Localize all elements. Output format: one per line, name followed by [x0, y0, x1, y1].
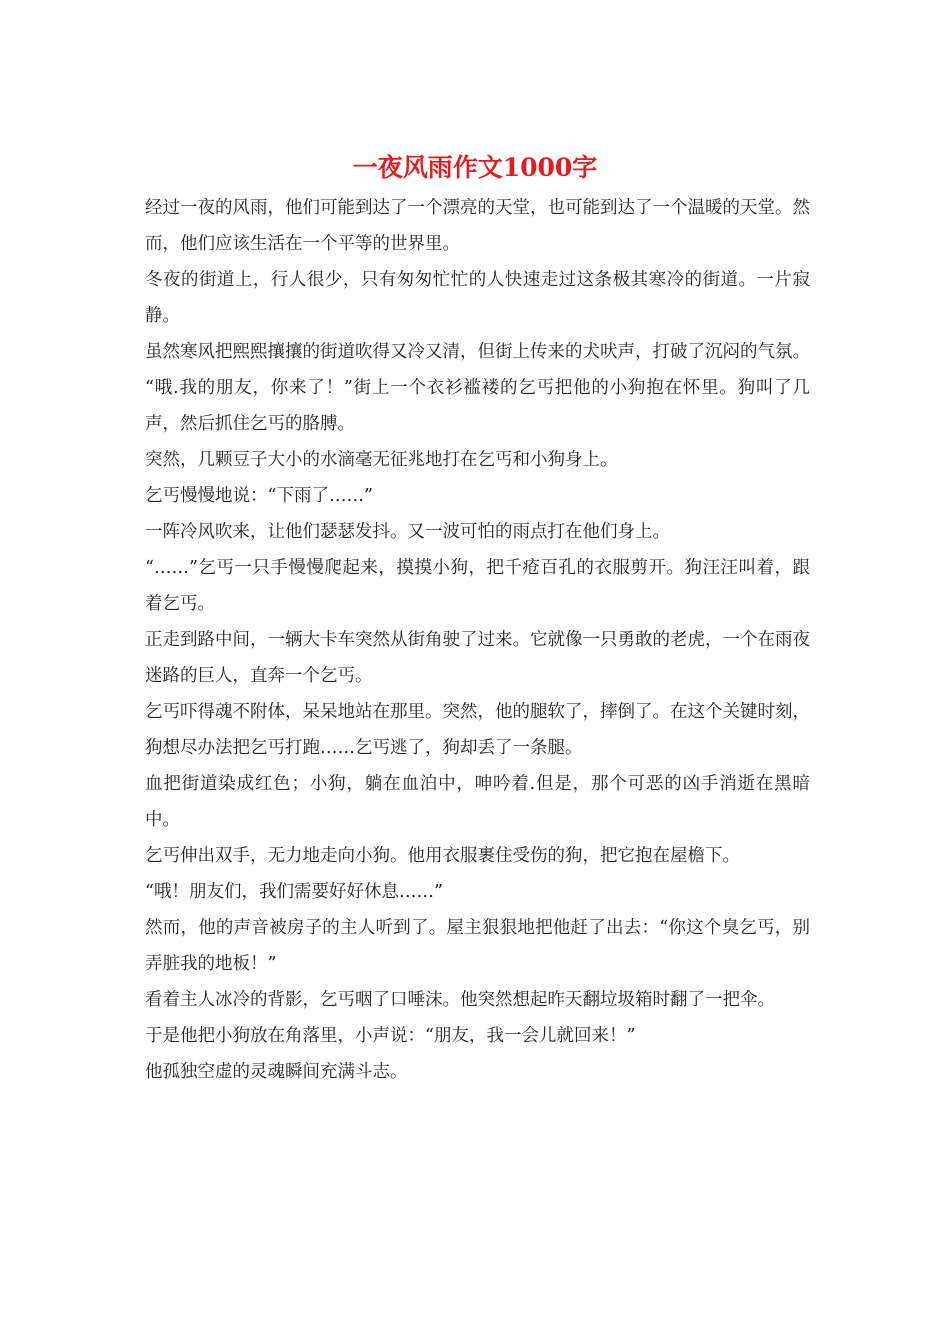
paragraph: 他孤独空虚的灵魂瞬间充满斗志。: [145, 1062, 408, 1082]
document-body: [145, 190, 810, 1090]
paragraph: 虽然寒风把熙熙攘攘的街道吹得又冷又清，但街上传来的犬吠声，打破了沉闷的气氛。: [145, 342, 810, 362]
paragraph: 于是他把小狗放在角落里，小声说：“朋友，我一会儿就回来！”: [145, 1026, 636, 1046]
paragraph: 乞丐吓得魂不附体，呆呆地站在那里。突然，他的腿软了，摔倒了。在这个关键时刻，狗想尽办法把乞丐打跑……乞丐逃了，狗却丢了一条腿。: [145, 702, 810, 758]
paragraph: 然而，他的声音被房子的主人听到了。屋主狠狠地把他赶了出去：“你这个臭乞丐，别弄脏我的地板！”: [145, 918, 810, 974]
paragraph: 突然，几颗豆子大小的水滴毫无征兆地打在乞丐和小狗身上。: [145, 450, 618, 470]
paragraph: 经过一夜的风雨，他们可能到达了一个漂亮的天堂，也可能到达了一个温暖的天堂。然而，他们应该生活在一个平等的世界里。: [145, 198, 810, 254]
document-title: 一夜风雨作文1000字: [352, 153, 598, 182]
paragraph: 正走到路中间，一辆大卡车突然从街角驶了过来。它就像一只勇敢的老虎，一个在雨夜迷路的巨人，直奔一个乞丐。: [145, 630, 810, 686]
paragraph: “哦.我的朋友，你来了！”街上一个衣衫褴褛的乞丐把他的小狗抱在怀里。狗叫了几声，然后抓住乞丐的胳膊。: [145, 378, 810, 434]
paragraph: 一阵冷风吹来，让他们瑟瑟发抖。又一波可怕的雨点打在他们身上。: [145, 522, 670, 542]
paragraph: 乞丐慢慢地说：“下雨了……”: [145, 486, 373, 506]
paragraph: “……”乞丐一只手慢慢爬起来，摸摸小狗，把千疮百孔的衣服剪开。狗汪汪叫着，跟着乞丐。: [145, 558, 810, 614]
paragraph: 血把街道染成红色；小狗，躺在血泊中，呻吟着.但是，那个可恶的凶手消逝在黑暗中。: [145, 774, 810, 830]
paragraph: 看着主人冰冷的背影，乞丐咽了口唾沫。他突然想起昨天翻垃圾箱时翻了一把伞。: [145, 990, 775, 1010]
paragraph: 乞丐伸出双手，无力地走向小狗。他用衣服裹住受伤的狗，把它抱在屋檐下。: [145, 846, 740, 866]
paragraph: “哦！朋友们，我们需要好好休息……”: [145, 882, 443, 902]
paragraph: 冬夜的街道上，行人很少，只有匆匆忙忙的人快速走过这条极其寒冷的街道。一片寂静。: [145, 270, 810, 326]
